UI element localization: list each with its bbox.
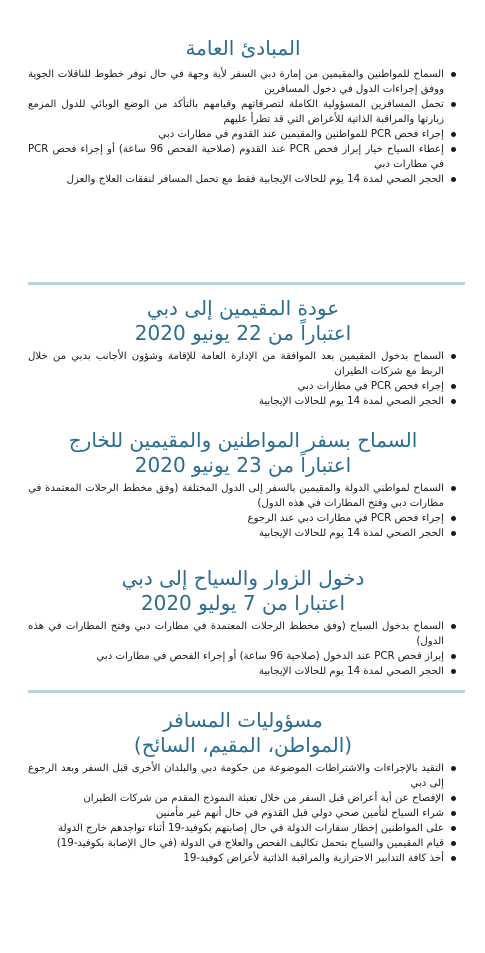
list-item: السماح بدخول السياح (وفق مخطط الرحلات المعتمدة في مطارات دبي وفتح المطارات في هذه الدول) [28, 619, 458, 649]
tourists-entry-title: دخول الزوار والسياح إلى دبي اعتبارا من 7 يوليو 2020 [121, 566, 365, 615]
general-principles-title: المبادئ العامة [185, 36, 301, 60]
list-item: تحمل المسافرين المسؤولية الكاملة لتصرفاتهم وقيامهم بالتأكد من الوضع الوبائي للدول المزمع زيارتها والمراقبة الذاتية للأعراض التي قد تطرأ عليهم [28, 97, 458, 127]
list-item: التقيد بالإجراءات والاشتراطات الموضوعة من حكومة دبي والبلدان الأخرى قبل السفر وبعد الرجوع إلى دبي [28, 761, 458, 791]
travel-abroad-title: السماح بسفر المواطنين والمقيمين للخارج اعتباراً من 23 يونيو 2020 [68, 428, 418, 477]
travel-abroad-section [28, 428, 458, 541]
list-item: إجراء فحص PCR للمواطنين والمقيمين عند القدوم في مطارات دبي [28, 127, 458, 142]
list-item: شراء السياح لتأمين صحي دولي قبل القدوم في حال أنهم غير مأمنين [28, 806, 458, 821]
tourists-entry-section [28, 566, 458, 679]
list-item: السماح للمواطنين والمقيمين من إمارة دبي السفر لأية وجهة في حال توفر خطوط للناقلات الجوية ووفق إجراءات الدول في دخول المسافرين [28, 67, 458, 97]
section-divider [28, 282, 465, 285]
list-item: قيام المقيمين والسياح بتحمل تكاليف الفحص والعلاج في الدولة (في حال الإصابة بكوفيد-19) [28, 836, 458, 851]
list-item: الحجر الصحي لمدة 14 يوم للحالات الإيجابية [28, 526, 458, 541]
residents-return-title: عودة المقيمين إلى دبي اعتباراً من 22 يونيو 2020 [134, 296, 352, 345]
list-item: إبراز فحص PCR عند الدخول (صلاحية 96 ساعة) أو إجراء الفحص في مطارات دبي [28, 649, 458, 664]
list-item: على المواطنين إخطار سفارات الدولة في حال إصابتهم بكوفيد-19 أثناء تواجدهم خارج الدولة [28, 821, 458, 836]
general-principles-section [28, 36, 458, 187]
list-item: أخذ كافة التدابير الاحترازية والمراقبة الذاتية لأعراض كوفيد-19 [28, 851, 458, 866]
section-divider [28, 690, 465, 693]
traveler-responsibilities-list [28, 761, 458, 866]
list-item: إعطاء السياح خيار إبراز فحص PCR عند القدوم (صلاحية الفحص 96 ساعة) أو إجراء فحص PCR في مطارات دبي [28, 142, 458, 172]
list-item: السماح لمواطني الدولة والمقيمين بالسفر إلى الدول المختلفة (وفق مخطط الرحلات المعتمدة في مطارات دبي وفتح المطارات في هذه الدول) [28, 481, 458, 511]
general-principles-list [28, 67, 458, 187]
travel-abroad-list [28, 481, 458, 541]
list-item: السماح بدخول المقيمين بعد الموافقة من الإدارة العامة للإقامة وشؤون الأجانب بدبي من خلال الربط مع شركات الطيران [28, 349, 458, 379]
list-item: الحجر الصحي لمدة 14 يوم للحالات الإيجابية [28, 664, 458, 679]
list-item: الحجر الصحي لمدة 14 يوم للحالات الإيجابية [28, 394, 458, 409]
list-item: الإفصاح عن أية أعراض قبل السفر من خلال تعبئة النموذج المقدم من شركات الطيران [28, 791, 458, 806]
residents-return-section [28, 296, 458, 409]
list-item: إجراء فحص PCR في مطارات دبي عند الرجوع [28, 511, 458, 526]
residents-return-list [28, 349, 458, 409]
traveler-responsibilities-section [28, 708, 458, 866]
tourists-entry-list [28, 619, 458, 679]
traveler-responsibilities-title: مسؤوليات المسافر (المواطن، المقيم، السائح) [133, 708, 353, 757]
list-item: الحجر الصحي لمدة 14 يوم للحالات الإيجابية فقط مع تحمل المسافر لنفقات العلاج والعزل [28, 172, 458, 187]
list-item: إجراء فحص PCR في مطارات دبي [28, 379, 458, 394]
